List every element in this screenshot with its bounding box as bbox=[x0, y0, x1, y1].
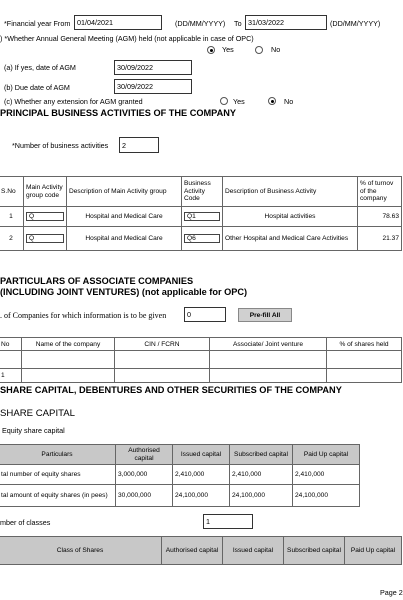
num-activities-label: *Number of business activities bbox=[12, 141, 109, 150]
agm-date-field[interactable]: 30/09/2022 bbox=[114, 60, 192, 75]
assoc-count-label: . of Companies for which information is to be given bbox=[0, 311, 167, 320]
assoc-count-field[interactable]: 0 bbox=[184, 307, 226, 322]
pba-cell-input[interactable]: Q bbox=[26, 234, 64, 243]
equity-cell: 3,000,000 bbox=[116, 465, 173, 485]
equity-col-paidup: Paid Up capital bbox=[293, 445, 360, 465]
table-row bbox=[0, 485, 360, 507]
ext-no-radio[interactable] bbox=[268, 97, 276, 105]
equity-cell: 30,000,000 bbox=[116, 485, 173, 507]
pba-cell-input[interactable]: Q6 bbox=[184, 234, 220, 243]
pba-cell: Hospital and Medical Care bbox=[67, 227, 182, 251]
pba-cell: 21.37 bbox=[358, 227, 402, 251]
equity-cell: 24,100,000 bbox=[293, 485, 360, 507]
agm-due-date-field[interactable]: 30/09/2022 bbox=[114, 79, 192, 94]
pba-cell: 2 bbox=[0, 227, 24, 251]
pba-cell: Hospital and Medical Care bbox=[67, 207, 182, 227]
equity-cell: 24,100,000 bbox=[173, 485, 230, 507]
pba-col-group-desc: Description of Main Activity group bbox=[67, 177, 182, 207]
pba-cell: 78.63 bbox=[358, 207, 402, 227]
class-table bbox=[0, 536, 402, 565]
agm-question: ) *Whether Annual General Meeting (AGM) held (not applicable in case of OPC) bbox=[0, 34, 254, 43]
classes-label: mber of classes bbox=[0, 518, 51, 527]
classes-field[interactable]: 1 bbox=[203, 514, 253, 529]
page-number: Page 2 bbox=[380, 588, 403, 597]
pba-col-activity-desc: Description of Business Activity bbox=[223, 177, 358, 207]
agm-yes-label: Yes bbox=[222, 45, 234, 54]
pba-cell: Other Hospital and Medical Care Activities bbox=[223, 227, 358, 251]
equity-col-particulars: Particulars bbox=[0, 445, 116, 465]
agm-due-date-label: (b) Due date of AGM bbox=[4, 83, 70, 92]
assoc-col-shares: % of shares held bbox=[327, 338, 402, 351]
equity-col-issued: Issued capital bbox=[173, 445, 230, 465]
class-col-paidup: Paid Up capital bbox=[345, 537, 402, 565]
fy-label: *Financial year From bbox=[4, 19, 71, 28]
equity-label: Equity share capital bbox=[2, 426, 65, 435]
assoc-table bbox=[0, 337, 402, 383]
equity-col-subscribed: Subscribed capital bbox=[230, 445, 293, 465]
fy-format-1: (DD/MM/YYYY) bbox=[175, 19, 226, 28]
ext-no-label: No bbox=[284, 97, 294, 106]
table-row bbox=[0, 227, 402, 251]
equity-table bbox=[0, 444, 360, 507]
fy-from-field[interactable]: 01/04/2021 bbox=[74, 15, 162, 30]
pba-cell: Hospital activities bbox=[223, 207, 358, 227]
assoc-col-type: Associate/ Joint venture bbox=[210, 338, 327, 351]
class-col-authorised: Authorised capital bbox=[162, 537, 223, 565]
fy-to-field[interactable]: 31/03/2022 bbox=[245, 15, 327, 30]
equity-cell: 2,410,000 bbox=[230, 465, 293, 485]
pba-col-turnover: % of turnov of the company bbox=[358, 177, 402, 207]
fy-to-label: To bbox=[234, 19, 242, 28]
prefill-all-button[interactable]: Pre-fill All bbox=[238, 308, 292, 322]
agm-extension-label: (c) Whether any extension for AGM granted bbox=[4, 97, 143, 106]
assoc-heading-1: PARTICULARS OF ASSOCIATE COMPANIES bbox=[0, 276, 194, 286]
equity-cell: tal number of equity shares bbox=[0, 465, 116, 485]
pba-heading: PRINCIPAL BUSINESS ACTIVITIES OF THE COMPANY bbox=[0, 108, 237, 118]
pba-table bbox=[0, 176, 402, 251]
equity-cell: tal amount of equity shares (in pees) bbox=[0, 485, 116, 507]
ext-yes-label: Yes bbox=[233, 97, 245, 106]
assoc-col-no: No bbox=[0, 338, 22, 351]
pba-col-activity-code: Business Activity Code bbox=[182, 177, 223, 207]
fy-format-2: (DD/MM/YYYY) bbox=[330, 19, 381, 28]
num-activities-field[interactable]: 2 bbox=[119, 137, 159, 153]
agm-date-label: (a) If yes, date of AGM bbox=[4, 63, 76, 72]
share-heading: SHARE CAPITAL, DEBENTURES AND OTHER SECURITIES OF THE COMPANY bbox=[0, 385, 342, 395]
pba-cell-input[interactable]: Q1 bbox=[184, 212, 220, 221]
equity-cell: 24,100,000 bbox=[230, 485, 293, 507]
assoc-row-no: 1 bbox=[0, 369, 22, 383]
table-row bbox=[0, 207, 402, 227]
table-row bbox=[0, 465, 360, 485]
equity-col-authorised: Authorised capital bbox=[116, 445, 173, 465]
ext-yes-radio[interactable] bbox=[220, 97, 228, 105]
class-col-subscribed: Subscribed capital bbox=[284, 537, 345, 565]
table-row bbox=[0, 369, 402, 383]
agm-yes-radio[interactable] bbox=[207, 46, 215, 54]
class-col-issued: Issued capital bbox=[223, 537, 284, 565]
equity-cell: 2,410,000 bbox=[293, 465, 360, 485]
agm-no-label: No bbox=[271, 45, 281, 54]
equity-cell: 2,410,000 bbox=[173, 465, 230, 485]
assoc-heading-2: (INCLUDING JOINT VENTURES) (not applicable for OPC) bbox=[0, 287, 248, 297]
pba-cell-input[interactable]: Q bbox=[26, 212, 64, 221]
pba-col-sno: S.No bbox=[0, 177, 24, 207]
class-col-class: Class of Shares bbox=[0, 537, 162, 565]
assoc-col-cin: CIN / FCRN bbox=[115, 338, 210, 351]
pba-col-group-code: Main Activity group code bbox=[24, 177, 67, 207]
agm-no-radio[interactable] bbox=[255, 46, 263, 54]
share-subheading: SHARE CAPITAL bbox=[0, 408, 75, 419]
pba-cell: 1 bbox=[0, 207, 24, 227]
assoc-col-name: Name of the company bbox=[22, 338, 115, 351]
